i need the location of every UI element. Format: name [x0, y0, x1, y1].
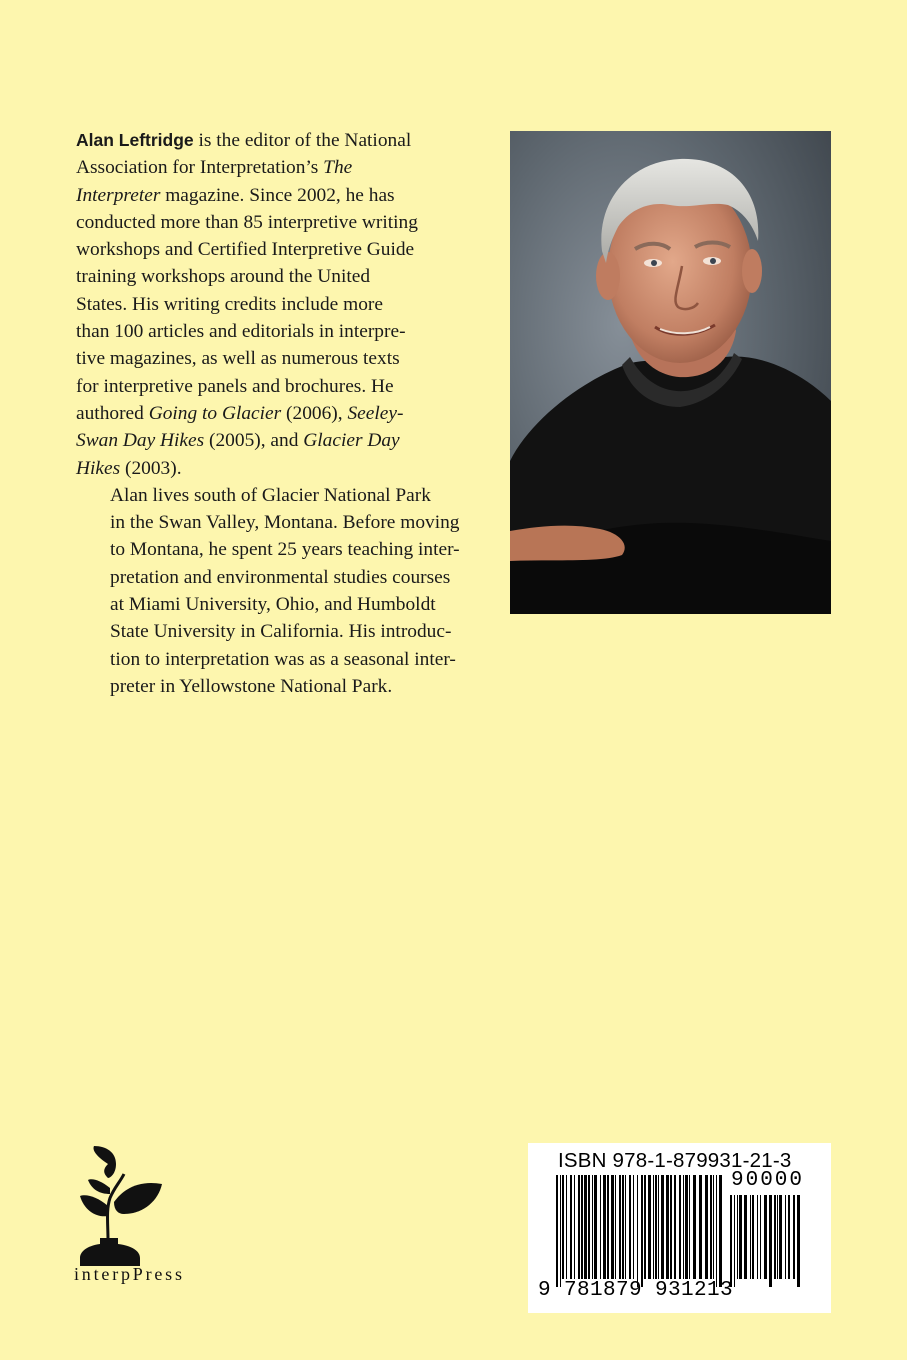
- bio-text: State University in California. His introduc-: [110, 621, 452, 643]
- barcode-bar: [777, 1195, 778, 1279]
- barcode-bar: [719, 1175, 722, 1287]
- bio-text: (2006),: [281, 402, 348, 424]
- barcode-bar: [641, 1175, 643, 1287]
- bio-line: [76, 509, 496, 536]
- barcode-bar: [674, 1175, 676, 1279]
- barcode-bar: [713, 1175, 714, 1279]
- barcode-bar: [670, 1175, 672, 1279]
- bio-text: States. His writing credits include more: [76, 293, 383, 315]
- barcode-bar: [683, 1175, 684, 1279]
- ean-barcode-bars: [556, 1175, 722, 1287]
- bio-line: [76, 263, 496, 290]
- bio-line: [76, 455, 496, 482]
- bio-line: [76, 646, 496, 673]
- isbn-label: ISBN 978-1-879931-21-3: [558, 1149, 792, 1172]
- barcode-bar: [739, 1195, 742, 1279]
- barcode-bar: [603, 1175, 606, 1279]
- barcode-bar: [716, 1175, 717, 1287]
- barcode-bar: [699, 1175, 702, 1279]
- bio-line: [76, 400, 496, 427]
- barcode-bar: [764, 1195, 767, 1279]
- bio-line: [76, 345, 496, 372]
- italic-title: Seeley-: [347, 402, 404, 424]
- ean-digits: 9 781879 931213: [538, 1279, 734, 1302]
- barcode-bar: [757, 1195, 758, 1279]
- bio-paragraph-1: [76, 127, 496, 482]
- bio-text: tive magazines, as well as numerous texts: [76, 348, 400, 370]
- barcode-bar: [744, 1195, 747, 1279]
- bio-text: workshops and Certified Interpretive Guide: [76, 239, 415, 261]
- barcode-bar: [560, 1175, 561, 1287]
- publisher-logo: [74, 1140, 244, 1290]
- bio-line: [76, 591, 496, 618]
- barcode-bar: [679, 1175, 681, 1279]
- bio-line: [76, 482, 496, 509]
- barcode-bar: [574, 1175, 575, 1279]
- barcode-bar: [797, 1195, 800, 1287]
- bio-line: [76, 427, 496, 454]
- barcode-bar: [730, 1195, 732, 1287]
- barcode-bar: [760, 1195, 761, 1279]
- bio-line: [76, 182, 496, 209]
- barcode-bar: [556, 1175, 558, 1287]
- bio-text: than 100 articles and editorials in interpre-: [76, 321, 406, 343]
- barcode-bar: [619, 1175, 621, 1279]
- bio-text: for interpretive panels and brochures. He: [76, 375, 394, 397]
- barcode-bar: [633, 1175, 634, 1279]
- author-photo: [510, 131, 831, 614]
- barcode-bar: [584, 1175, 587, 1279]
- barcode-bar: [793, 1195, 795, 1279]
- bio-text: Alan lives south of Glacier National Park: [110, 484, 431, 506]
- italic-title: Swan Day Hikes: [76, 430, 205, 452]
- bio-line: [76, 127, 496, 154]
- bio-line: [76, 536, 496, 563]
- barcode-bar: [607, 1175, 609, 1279]
- bio-text: is the editor of the National: [193, 130, 412, 151]
- bio-text: (2003).: [120, 457, 182, 479]
- isbn-barcode: [528, 1143, 831, 1313]
- price-addon-label: 90000: [731, 1169, 805, 1192]
- barcode-bar: [644, 1175, 646, 1279]
- bio-line: [76, 236, 496, 263]
- barcode-bar: [693, 1175, 696, 1279]
- barcode-bar: [570, 1175, 572, 1279]
- bio-text: authored: [76, 402, 149, 424]
- author-bio: [76, 127, 496, 700]
- barcode-bar: [710, 1175, 712, 1279]
- barcode-bar: [600, 1175, 601, 1279]
- bio-text: tion to interpretation was as a seasonal inter-: [110, 648, 456, 670]
- bio-text: in the Swan Valley, Montana. Before moving: [110, 512, 460, 534]
- barcode-bar: [655, 1175, 657, 1279]
- barcode-bar: [588, 1175, 590, 1279]
- italic-title: The: [323, 157, 353, 179]
- barcode-bar: [752, 1195, 754, 1279]
- author-name: Alan Leftridge: [76, 130, 194, 150]
- barcode-bar: [737, 1195, 738, 1279]
- barcode-bar: [785, 1195, 786, 1279]
- barcode-bar: [578, 1175, 580, 1279]
- barcode-bar: [689, 1175, 690, 1279]
- bio-line: [76, 154, 496, 181]
- barcode-bar: [705, 1175, 708, 1279]
- bio-line: [76, 209, 496, 236]
- italic-title: Going to Glacier: [148, 402, 282, 424]
- barcode-bar: [615, 1175, 616, 1279]
- barcode-bar: [594, 1175, 597, 1279]
- barcode-bar: [611, 1175, 614, 1279]
- bio-text: preter in Yellowstone National Park.: [110, 675, 393, 697]
- bio-line: [76, 673, 496, 700]
- bio-line: [76, 618, 496, 645]
- bio-text: training workshops around the United: [76, 266, 371, 288]
- barcode-bar: [734, 1195, 735, 1287]
- italic-title: Interpreter: [76, 184, 161, 206]
- barcode-bar: [779, 1195, 782, 1279]
- barcode-bar: [566, 1175, 567, 1279]
- barcode-bar: [774, 1195, 776, 1279]
- bio-text: pretation and environmental studies courses: [110, 566, 451, 588]
- ink-bottle-plant-icon: [78, 1144, 168, 1266]
- barcode-bar: [661, 1175, 664, 1279]
- italic-title: Hikes: [76, 457, 121, 479]
- bio-line: [76, 291, 496, 318]
- barcode-bar: [648, 1175, 651, 1279]
- barcode-bar: [685, 1175, 688, 1279]
- addon-barcode-bars: [730, 1195, 804, 1287]
- publisher-name: interpPress: [74, 1264, 185, 1284]
- bio-text: (2005), and: [204, 430, 304, 452]
- bio-line: [76, 564, 496, 591]
- barcode-bar: [625, 1175, 626, 1279]
- barcode-bar: [658, 1175, 659, 1279]
- barcode-bar: [750, 1195, 751, 1279]
- bio-text: Association for Interpretation’s: [76, 157, 324, 179]
- bio-text: conducted more than 85 interpretive writing: [76, 211, 418, 233]
- italic-title: Glacier Day: [303, 430, 400, 452]
- barcode-bar: [622, 1175, 624, 1279]
- bio-text: to Montana, he spent 25 years teaching inter-: [110, 539, 460, 561]
- barcode-bar: [637, 1175, 638, 1287]
- barcode-bar: [788, 1195, 790, 1279]
- barcode-bar: [769, 1195, 772, 1287]
- barcode-bar: [653, 1175, 654, 1279]
- bio-line: [76, 318, 496, 345]
- barcode-bar: [581, 1175, 583, 1279]
- bio-text: magazine. Since 2002, he has: [160, 184, 395, 206]
- barcode-bar: [629, 1175, 631, 1279]
- bio-paragraph-2: [76, 482, 496, 700]
- bio-line: [76, 373, 496, 400]
- barcode-bar: [666, 1175, 669, 1279]
- bio-text: at Miami University, Ohio, and Humboldt: [110, 594, 436, 616]
- barcode-bar: [592, 1175, 593, 1279]
- barcode-bar: [562, 1175, 564, 1279]
